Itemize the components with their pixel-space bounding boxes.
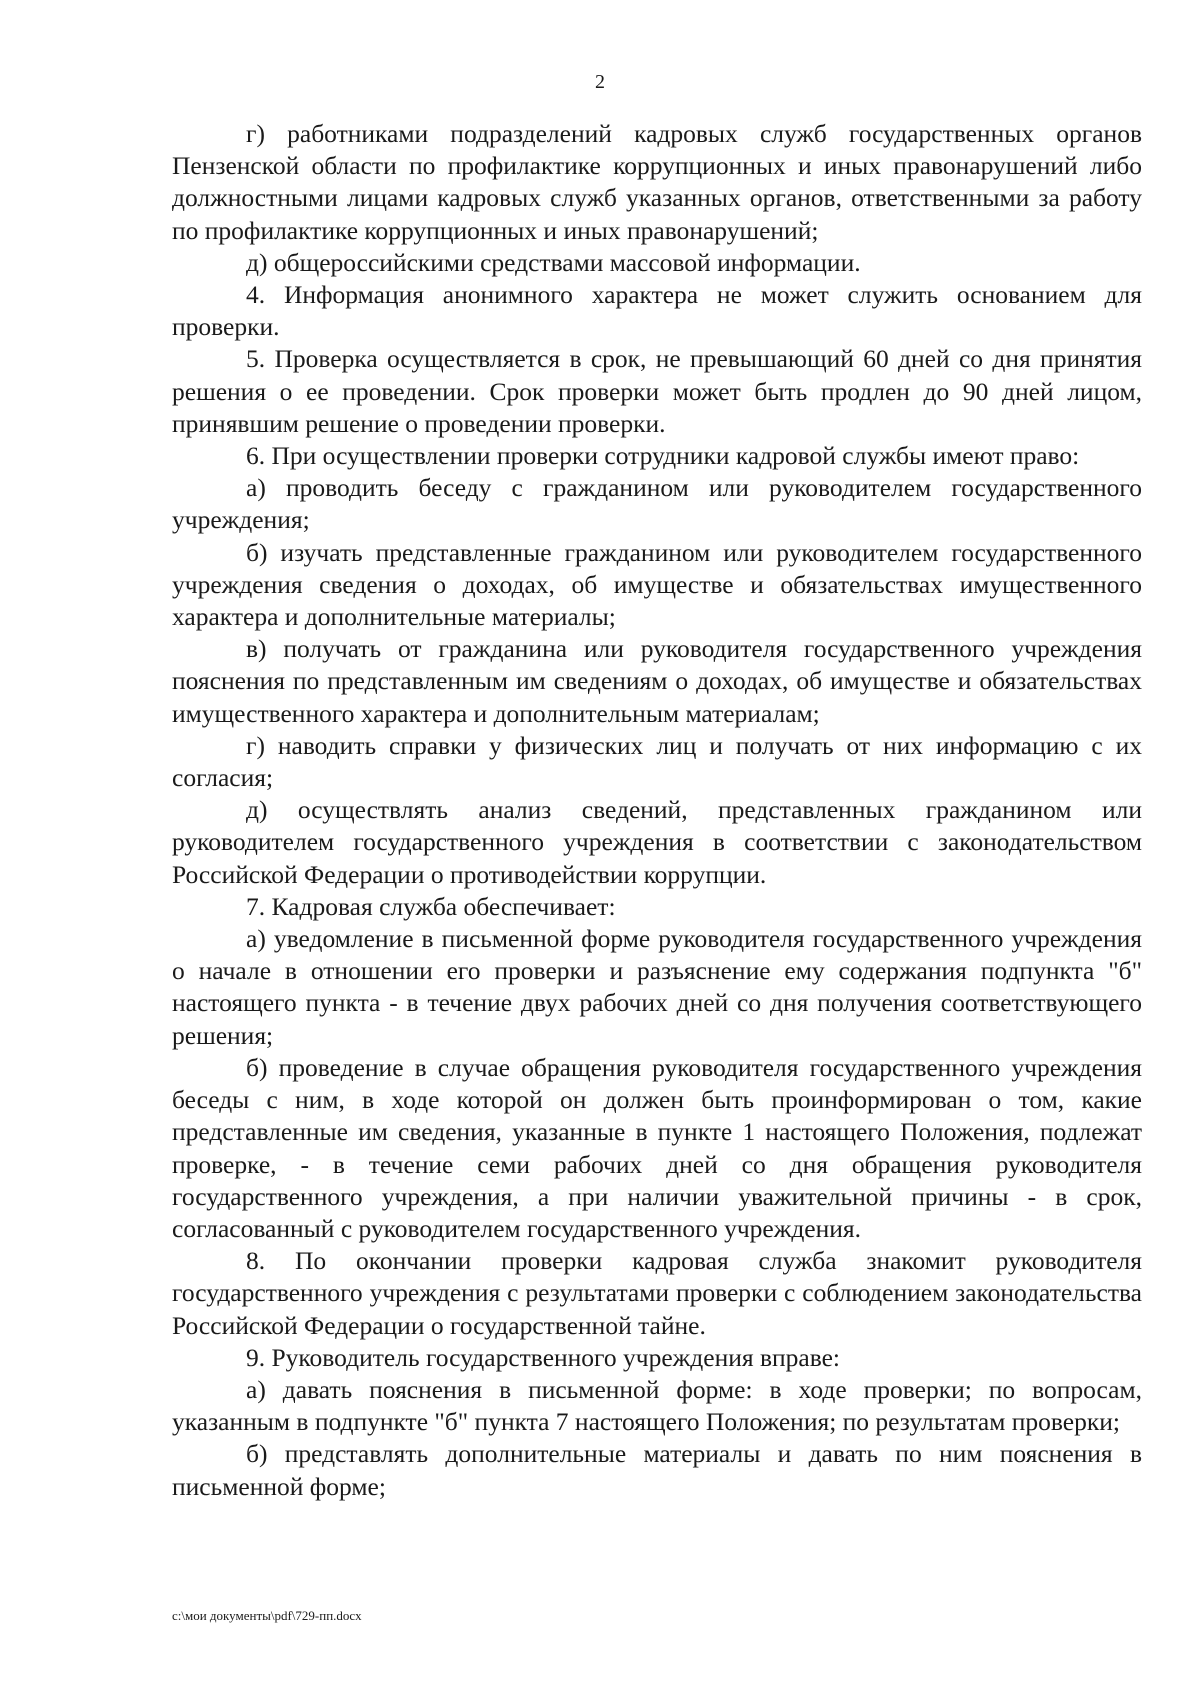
paragraph-3g: г) работниками подразделений кадровых служб государственных органов Пензенской области по профилактике коррупционных и иных правонарушений либо должностными лицами кадровых служб указанных органов, ответственными за работу по профилактике коррупционных и иных правонарушений; [172,119,1142,245]
paragraph-6b: б) изучать представленные гражданином или руководителем государственного учреждения сведения о доходах, об имуществе и обязательствах имущественного характера и дополнительные материалы; [172,537,1142,632]
paragraph-9a: а) давать пояснения в письменной форме: в ходе проверки; по вопросам, указанным в подпункте "б" пункта 7 настоящего Положения; по результатам проверки; [172,1374,1142,1437]
paragraph-7b: б) проведение в случае обращения руководителя государственного учреждения беседы с ним, в ходе которой он должен быть проинформирован о том, какие представленные им сведения, указанные в пункте 1 настоящего Положения, подлежат проверке, - в течение семи рабочих дней со дня обращения руководителя государственного учреждения, а при наличии уважительной причины - в срок, согласованный с руководителем государственного учреждения. [172,1052,1142,1243]
paragraph-8: 8. По окончании проверки кадровая служба знакомит руководителя государственного учреждения с результатами проверки с соблюдением законодательства Российской Федерации о государственной тайне. [172,1246,1142,1340]
paragraph-5: 5. Проверка осуществляется в срок, не превышающий 60 дней со дня принятия решения о ее проведении. Срок проверки может быть продлен до 90 дней лицом, принявшим решение о проведении проверки. [172,344,1142,438]
paragraph-6: 6. При осуществлении проверки сотрудники кадровой службы имеют право: [246,441,1080,471]
paragraph-6v: в) получать от гражданина или руководителя государственного учреждения пояснения по представленным им сведениям о доходах, об имуществе и обязательствах имущественного характера и дополнительным материалам; [172,634,1142,728]
paragraph-6g: г) наводить справки у физических лиц и получать от них информацию с их согласия; [172,730,1142,793]
paragraph-7: 7. Кадровая служба обеспечивает: [246,891,616,921]
paragraph-7a: а) уведомление в письменной форме руководителя государственного учреждения о начале в отношении его проверки и разъяснение ему содержания подпункта "б" настоящего пункта - в течение двух рабочих дней со дня получения соответствующего решения; [172,924,1142,1050]
paragraph-6a: а) проводить беседу с гражданином или руководителем государственного учреждения; [172,473,1142,535]
page-number: 2 [595,71,605,93]
paragraph-3d: д) общероссийскими средствами массовой информации. [246,247,861,277]
paragraph-4: 4. Информация анонимного характера не может служить основанием для проверки. [172,280,1142,342]
paragraph-6d: д) осуществлять анализ сведений, представленных гражданином или руководителем государственного учреждения в соответствии с законодательством Российской Федерации о противодействии коррупции. [172,795,1142,889]
document-body [172,118,1142,1503]
paragraph-9: 9. Руководитель государственного учреждения вправе: [246,1342,841,1372]
paragraph-9b: б) представлять дополнительные материалы и давать по ним пояснения в письменной форме; [172,1439,1142,1501]
footer-file-path: c:\мои документы\pdf\729-пп.docx [172,1608,362,1623]
